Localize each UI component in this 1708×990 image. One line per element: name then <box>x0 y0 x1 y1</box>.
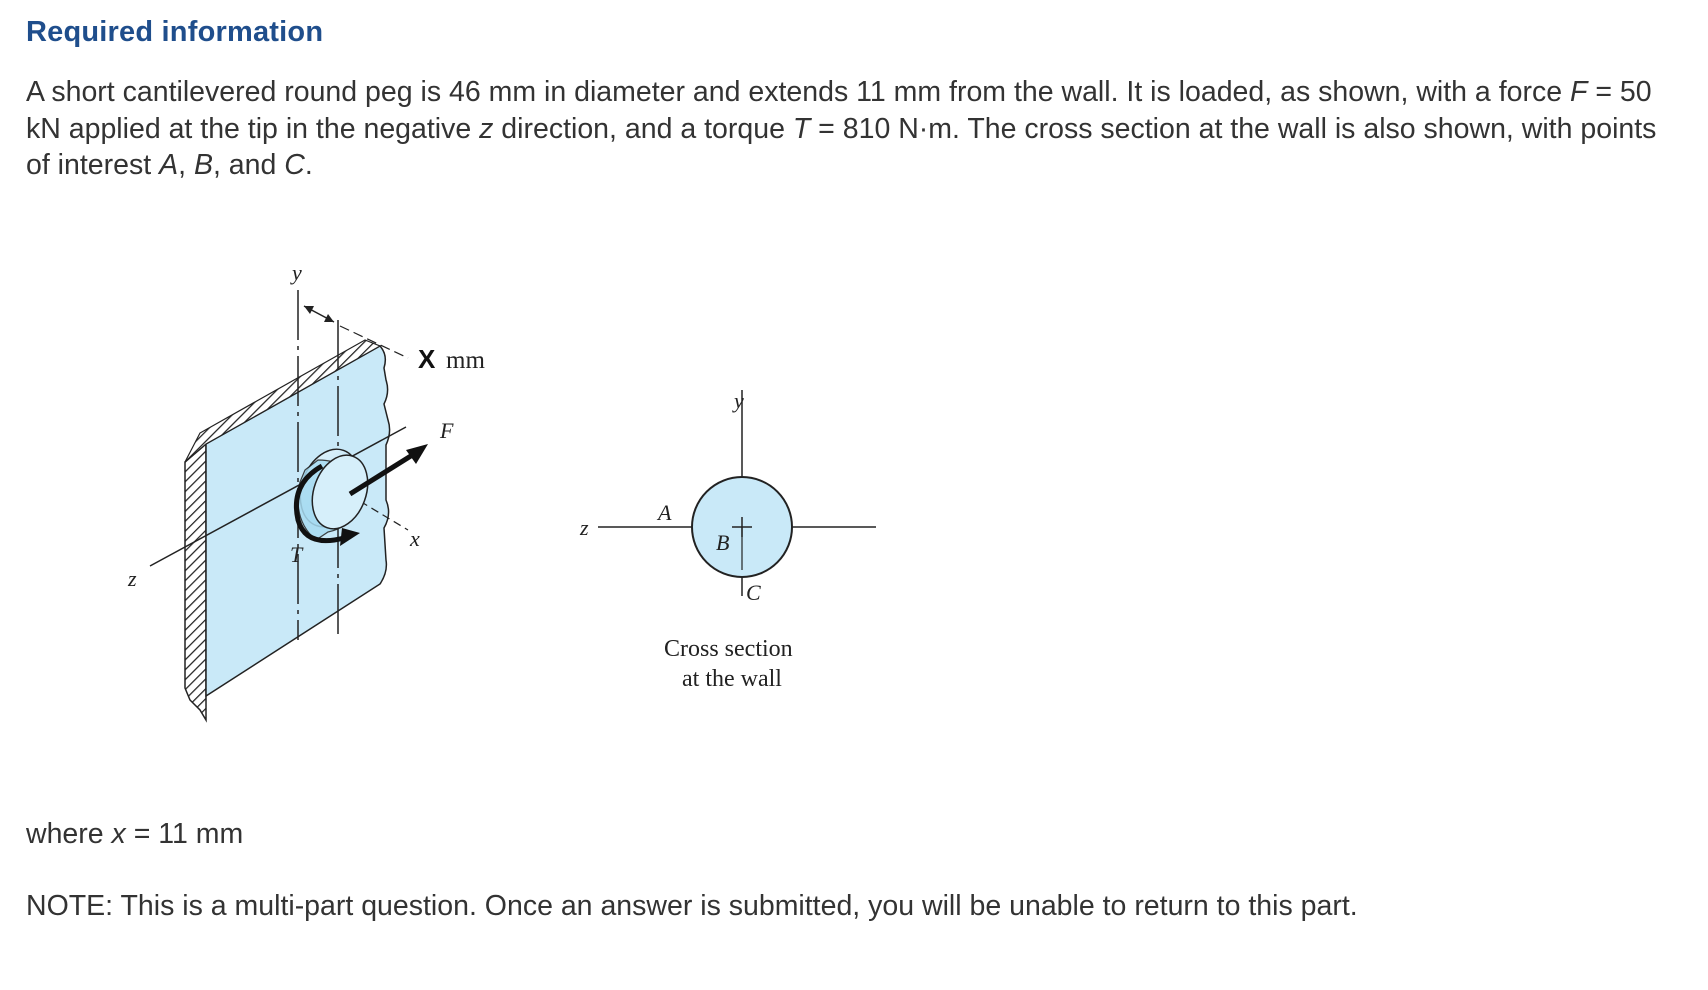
problem-statement: A short cantilevered round peg is 46 mm in diameter and extends 11 mm from the wall. It is loaded, as shown, with a force F = 50 kN applied at the tip in the negative z direction, and a torque T = 810 N·m. The cross section at the wall is also shown, with points of interest A, B, and C. <box>26 76 1657 181</box>
y-axis-label-right: y <box>734 388 744 413</box>
z-axis-label-left: z <box>128 566 137 591</box>
wall-diagram <box>150 290 428 720</box>
caption-line-2: at the wall <box>682 666 782 692</box>
torque-label: T <box>290 542 303 567</box>
cross-section-diagram <box>598 390 876 596</box>
wall-edge-hatch <box>185 444 206 720</box>
x-axis-label-left: x <box>410 526 420 551</box>
section-heading: Required information <box>26 16 324 48</box>
point-c-label: C <box>746 580 761 605</box>
dimension-unit: mm <box>446 347 485 374</box>
where-statement: where x = 11 mm <box>26 818 244 850</box>
force-label: F <box>440 418 454 443</box>
y-axis-label-left: y <box>292 270 302 285</box>
z-axis-label-right: z <box>580 515 589 540</box>
point-b-label: B <box>716 530 730 555</box>
note-text: NOTE: This is a multi-part question. Once an answer is submitted, you will be unable to return to this part. <box>26 890 1358 922</box>
point-a-label: A <box>658 500 672 525</box>
peg-figure <box>0 270 900 770</box>
dimension-label: X <box>418 344 436 374</box>
caption-line-1: Cross section <box>664 636 793 662</box>
